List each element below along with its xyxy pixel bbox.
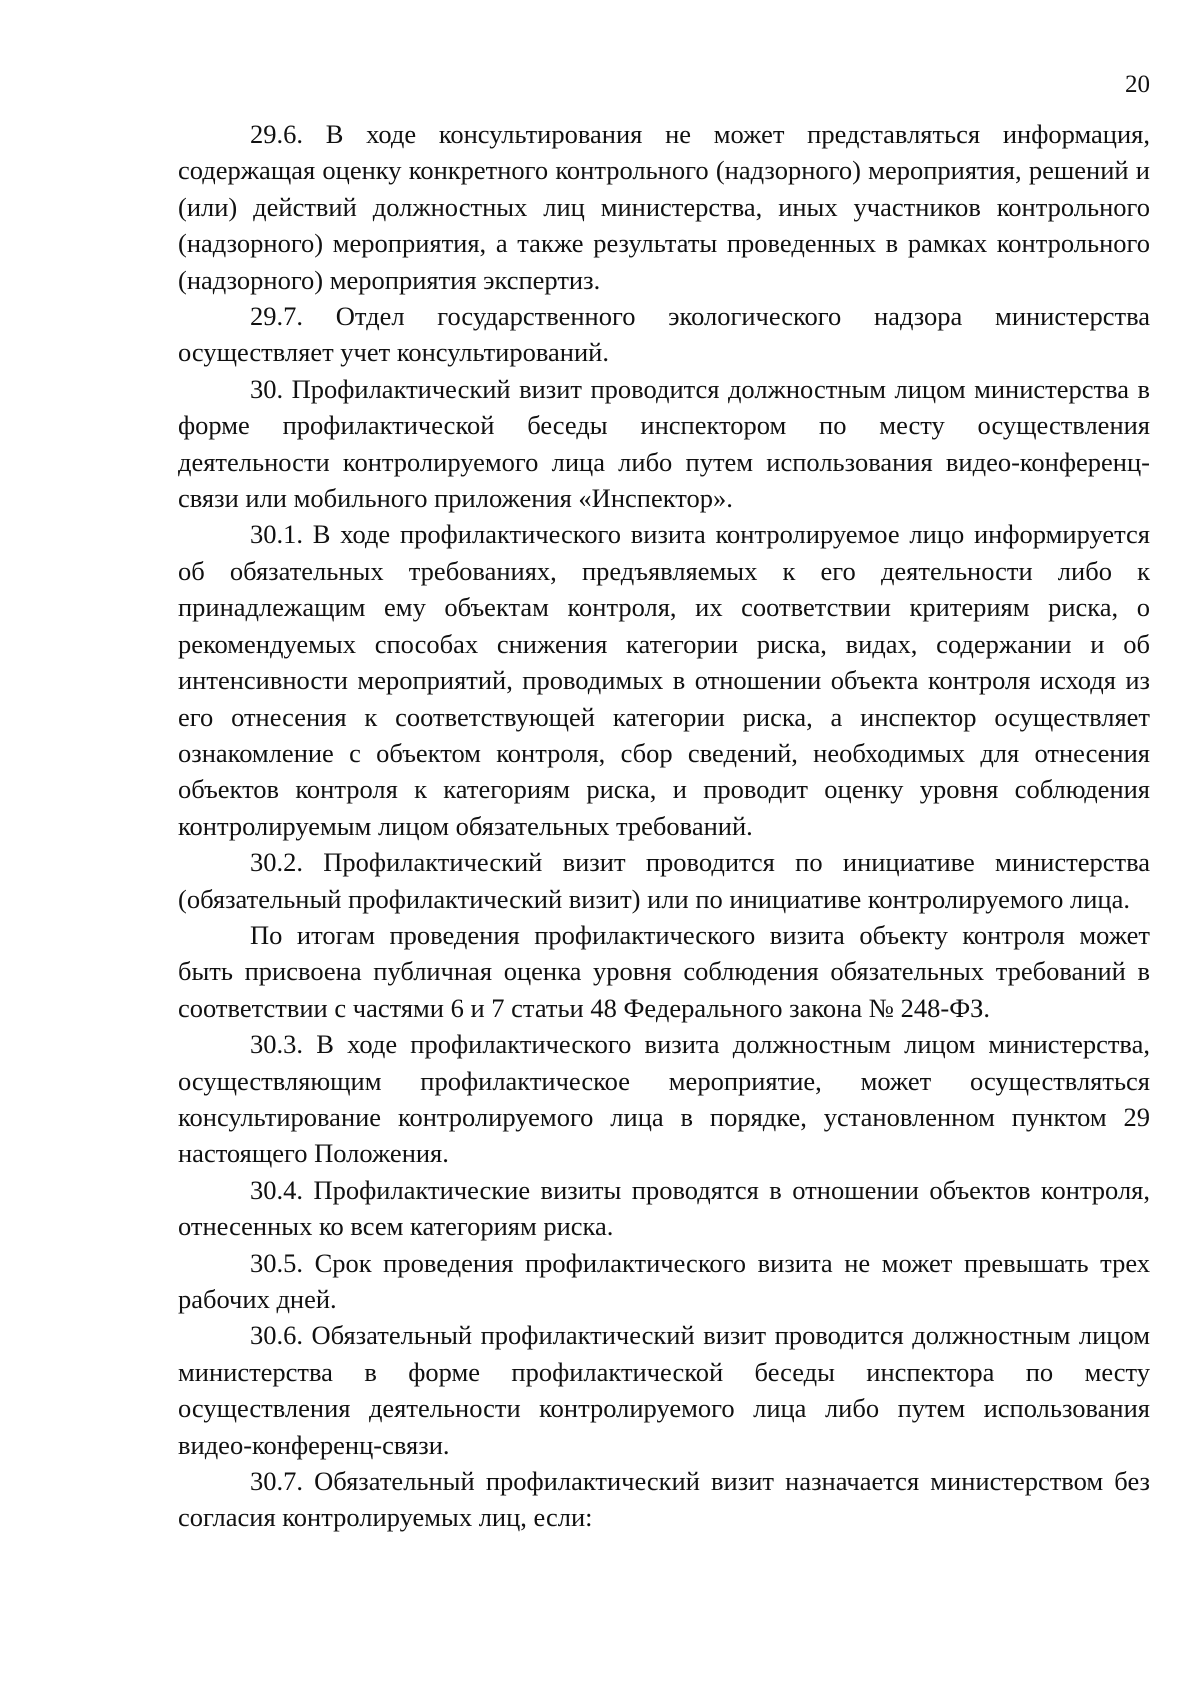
paragraph-30-3: 30.3. В ходе профилактического визита должностным лицом министерства, осуществляющим профилактическое мероприятие, может осуществляться консультирование контролируемого лица в порядке, установленном пунктом 29 настоящего Положения. bbox=[178, 1029, 1150, 1169]
document-body bbox=[178, 116, 1150, 1536]
paragraph-30-7: 30.7. Обязательный профилактический визит назначается министерством без согласия контролируемых лиц, если: bbox=[178, 1466, 1150, 1533]
paragraph-29-6: 29.6. В ходе консультирования не может представляться информация, содержащая оценку конкретного контрольного (надзорного) мероприятия, решений и (или) действий должностных лиц министерства, иных участников контрольного (надзорного) мероприятия, а также результаты проведенных в рамках контрольного (надзорного) мероприятия экспертиз. bbox=[178, 119, 1150, 295]
paragraph-30-4: 30.4. Профилактические визиты проводятся в отношении объектов контроля, отнесенных ко всем категориям риска. bbox=[178, 1174, 1150, 1242]
paragraph-public-assessment: По итогам проведения профилактического визита объекту контроля может быть присвоена публичная оценка уровня соблюдения обязательных требований в соответствии с частями 6 и 7 статьи 48 Федерального закона № 248-ФЗ. bbox=[178, 919, 1150, 1023]
paragraph-30-6: 30.6. Обязательный профилактический визит проводится должностным лицом министерства в форме профилактической беседы инспектора по месту осуществления деятельности контролируемого лица либо путем использования видео-конференц-связи. bbox=[178, 1320, 1150, 1460]
paragraph-30-1: 30.1. В ходе профилактического визита контролируемое лицо информируется об обязательных требованиях, предъявляемых к его деятельности либо к принадлежащим ему объектам контроля, их соответствии критериям риска, о рекомендуемых способах снижения категории риска, видах, содержании и об интенсивности мероприятий, проводимых в отношении объекта контроля исходя из его отнесения к соответствующей категории риска, а инспектор осуществляет ознакомление с объектом контроля, сбор сведений, необходимых для отнесения объектов контроля к категориям риска, и проводит оценку уровня соблюдения контролируемым лицом обязательных требований. bbox=[178, 519, 1150, 841]
paragraph-30-5: 30.5. Срок проведения профилактического визита не может превышать трех рабочих дней. bbox=[178, 1247, 1150, 1314]
paragraph-30-2: 30.2. Профилактический визит проводится по инициативе министерства (обязательный профилактический визит) или по инициативе контролируемого лица. bbox=[178, 847, 1150, 914]
paragraph-30: 30. Профилактический визит проводится должностным лицом министерства в форме профилактической беседы инспектором по месту осуществления деятельности контролируемого лица либо путем использования видео-конференц-связи или мобильного приложения «Инспектор». bbox=[178, 373, 1150, 514]
page-number: 20 bbox=[1125, 71, 1150, 98]
paragraph-29-7: 29.7. Отдел государственного экологического надзора министерства осуществляет учет консультирований. bbox=[178, 301, 1150, 368]
